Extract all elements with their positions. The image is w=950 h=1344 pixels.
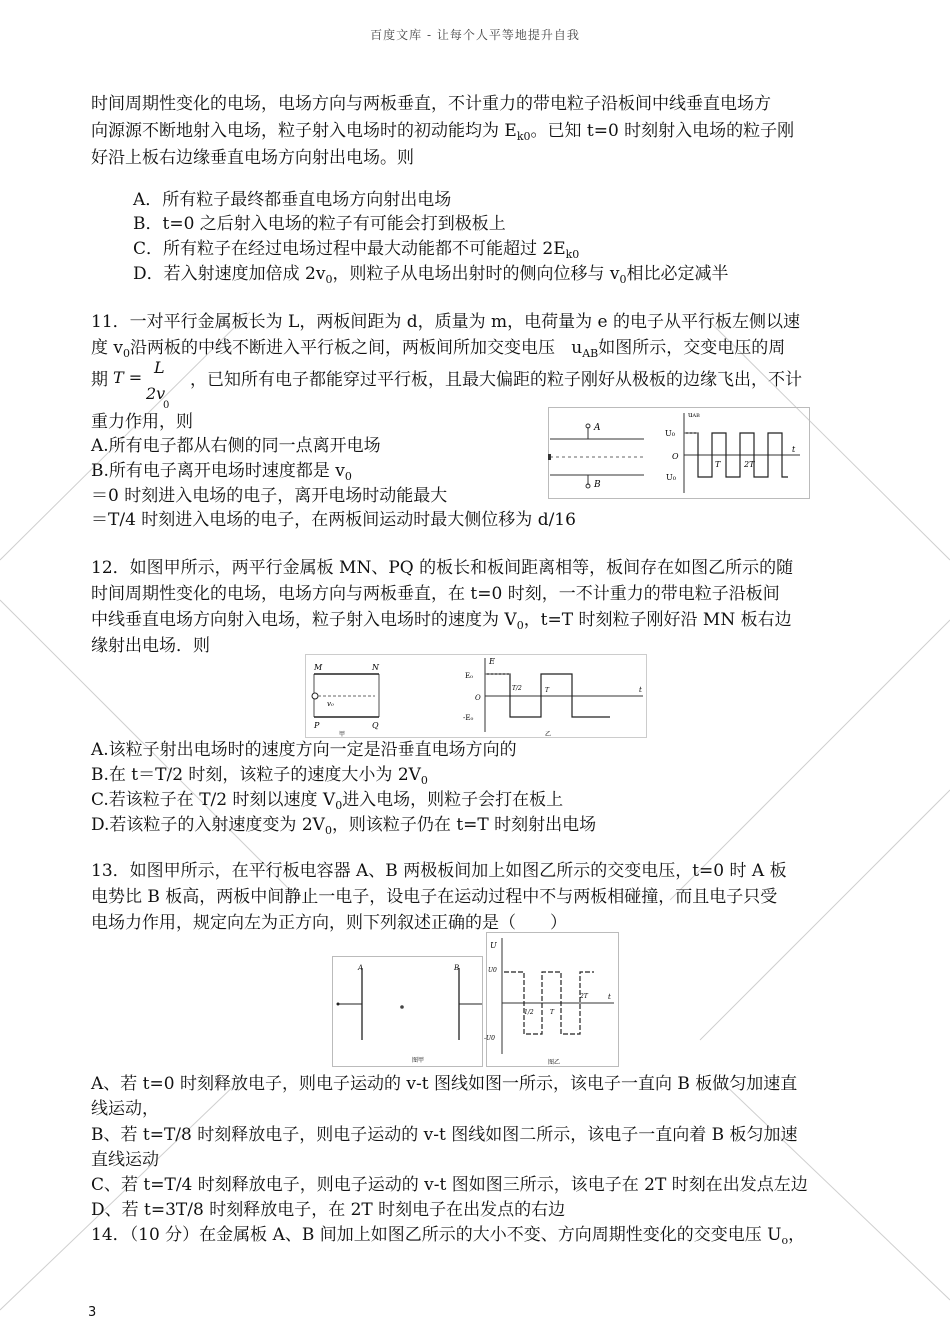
q11-option-b: B.所有电子离开电场时速度都是 $v_0$: [91, 461, 352, 483]
q11-stem-line3b: ，已知所有电子都能穿过平行板，且最大偏距的粒子刚好从极板的边缘飞出，不计: [190, 370, 802, 390]
q13-option-b-line2: 直线运动: [91, 1150, 159, 1170]
q11-figure: [548, 407, 810, 499]
label-v0: v₀: [327, 700, 334, 708]
q12-t2-label: T/2: [512, 685, 522, 692]
q12-option-a: A.该粒子射出电场时的速度方向一定是沿垂直电场方向的: [91, 740, 517, 760]
q13-option-b-line1: B、若 t=T/8 时刻释放电子，则电子运动的 v-t 图线如图二所示，该电子一直向着 B 板匀加速: [91, 1125, 798, 1145]
q13-2T-label: 2T: [580, 993, 588, 1000]
q13-option-a-line1: A、若 t=0 时刻释放电子，则电子运动的 v-t 图线如图一所示，该电子一直向 B 板做匀加速直: [91, 1074, 798, 1094]
q11-option-a: A.所有电子都从右侧的同一点离开电场: [91, 436, 381, 456]
period-formula-lhs: T =: [113, 368, 143, 387]
q10-option-a: A．所有粒子最终都垂直电场方向射出电场: [133, 190, 452, 210]
q14-stem-line1: 14．（10 分）在金属板 A、B 间加上如图乙所示的大小不变、方向周期性变化的交变电压 $U_o$，: [91, 1225, 806, 1247]
q11-stem-line4: 重力作用，则: [91, 412, 193, 432]
label-n: N: [372, 663, 379, 672]
period-formula-subscript: 0: [163, 400, 170, 411]
q13-option-a-line2: 线运动，: [91, 1099, 159, 1119]
q10-stem-line2: 向源源不断地射入电场，粒子射入电场时的初动能均为 $E_{k0}$。已知 t=0 时刻射入电场的粒子刚: [91, 121, 795, 143]
label-p: P: [314, 721, 320, 730]
q13-u0-label: U0: [488, 967, 497, 974]
label-b: B: [594, 480, 601, 490]
q11-2T-label: 2T: [744, 460, 755, 469]
q13-figure: [332, 932, 620, 1067]
electron-icon: [400, 1005, 404, 1009]
page-number: 3: [88, 1305, 97, 1320]
q10-option-c: C．所有粒子在经过电场过程中最大动能都不可能超过 $2E_{k0}$: [133, 239, 580, 261]
q13-stem-line1: 13．如图甲所示，在平行板电容器 A、B 两极板间加上如图乙所示的交变电压，t=0 时 A 板: [91, 861, 787, 881]
page-header: 百度文库 - 让每个人平等地提升自我: [370, 28, 580, 42]
q11-u0-label: U₀: [665, 429, 675, 438]
q12-e0-label: E₀: [465, 672, 473, 680]
q13-option-d: D、若 t=3T/8 时刻释放电子，在 2T 时刻电子在出发点的右边: [91, 1200, 566, 1220]
q12-figure: [305, 654, 647, 738]
q11-neg-u0-label: U₀: [666, 473, 676, 482]
q12-option-c: C.若该粒子在 T/2 时刻以速度 $V_0$进入电场，则粒子会打在板上: [91, 790, 564, 812]
q10-stem-line1: 时间周期性变化的电场，电场方向与两板垂直，不计重力的带电粒子沿板间中线垂直电场方: [91, 94, 771, 114]
q11-stem-line1: 11．一对平行金属板长为 L，两板间距为 d，质量为 m，电荷量为 e 的电子从平行板左侧以速: [91, 312, 801, 332]
q12-option-d: D.若该粒子的入射速度变为 $2V_0$，则该粒子仍在 t=T 时刻射出电场: [91, 815, 597, 837]
q13-label-yi: 图乙: [548, 1059, 561, 1066]
q12-stem-line4: 缘射出电场．则: [91, 636, 210, 656]
period-formula-denominator: 2v: [146, 384, 166, 403]
q13-label-b: B: [454, 964, 460, 972]
q13-u-label: U: [490, 941, 497, 950]
q13-t2-label: 1/2: [524, 1009, 534, 1016]
q11-stem-line2: 度 $v_0$沿两板的中线不断进入平行板之间，两板间所加交变电压 $u_{AB}$如图所示，交变电压的周: [91, 338, 786, 360]
label-m: M: [314, 663, 323, 672]
q11-plates: [550, 427, 644, 485]
q12-origin-label: O: [475, 694, 481, 702]
q12-T-label: T: [545, 687, 550, 694]
q13-stem-line2: 电势比 B 板高，两板中间静止一电子，设电子在运动过程中不与两板相碰撞，而且电子只受: [91, 887, 778, 907]
q12-stem-line1: 12．如图甲所示，两平行金属板 MN、PQ 的板长和板间距离相等，板间存在如图乙所示的随: [91, 558, 794, 578]
q11-option-c: ＝0 时刻进入电场的电子，离开电场时动能最大: [91, 486, 448, 506]
q12-stem-line3: 中线垂直电场方向射入电场，粒子射入电场时的速度为 $V_0$，t=T 时刻粒子刚好沿 MN 板右边: [91, 610, 792, 632]
q12-option-b: B.在 t＝T/2 时刻，该粒子的速度大小为 $2V_0$: [91, 765, 428, 787]
q10-option-b: B．t=0 之后射入电场的粒子有可能会打到极板上: [133, 214, 506, 234]
q13-t-label: t: [608, 993, 611, 1001]
q10-stem-line3: 好沿上板右边缘垂直电场方向射出电场。则: [91, 148, 414, 168]
q11-stem-line3a: 期: [91, 370, 108, 390]
q11-option-d: ＝T/4 时刻进入电场的电子，在两板间运动时最大侧位移为 d/16: [91, 510, 576, 530]
q13-neg-u0-label: -U0: [484, 1035, 495, 1042]
q11-t-label: t: [792, 445, 796, 454]
period-formula-numerator: L: [154, 358, 165, 377]
q13-stem-line3: 电场力作用，规定向左为正方向，则下列叙述正确的是（ ）: [91, 913, 567, 933]
label-a: A: [594, 423, 601, 433]
q11-T-label: T: [715, 460, 721, 469]
q12-neg-e0-label: -E₀: [463, 714, 474, 722]
particle-icon: [312, 693, 318, 699]
q10-option-d: D．若入射速度加倍成 $2v_0$，则粒子从电场出射时的侧向位移与 $v_0$相比必定减半: [133, 264, 729, 286]
q12-t-label: t: [639, 686, 642, 694]
q12-e-label: E: [489, 657, 495, 666]
q12-stem-line2: 时间周期性变化的电场，电场方向与两板垂直，在 t=0 时刻，一不计重力的带电粒子沿板间: [91, 584, 780, 604]
q13-label-a: A: [358, 964, 364, 972]
q11-origin-label: O: [672, 452, 679, 461]
q13-option-c: C、若 t=T/4 时刻释放电子，则电子运动的 v-t 图如图三所示，该电子在 2T 时刻在出发点左边: [91, 1175, 808, 1195]
q13-T-label: T: [550, 1009, 555, 1016]
q11-uab-label: uAB: [688, 411, 700, 419]
q13-label-jia: 图甲: [412, 1057, 425, 1064]
label-q: Q: [372, 721, 379, 730]
label-yi: 乙: [545, 731, 552, 738]
label-jia: 甲: [339, 731, 346, 738]
